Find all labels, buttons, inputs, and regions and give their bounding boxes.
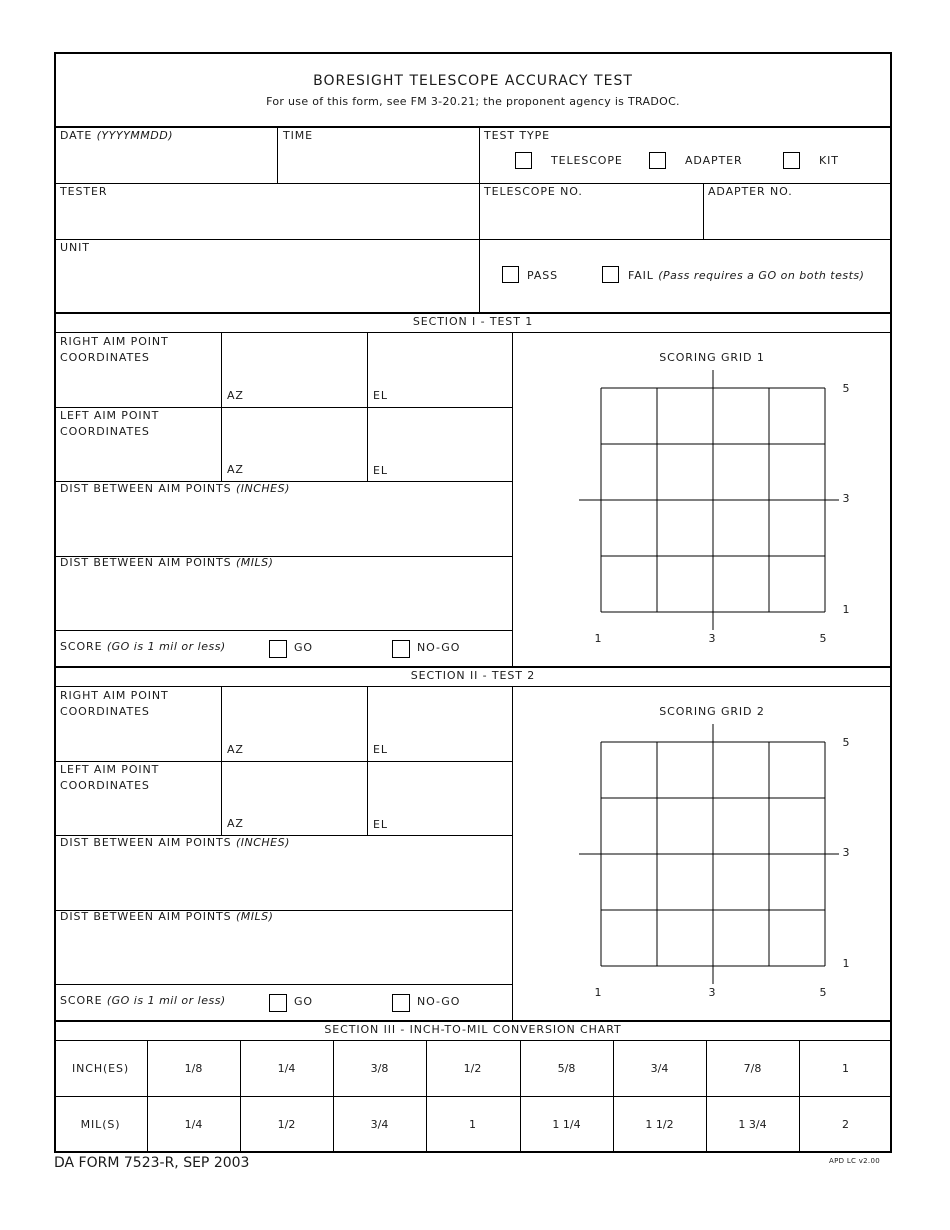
conversion-cell: 1/8	[184, 1062, 203, 1075]
field-label-text: DIST BETWEEN AIM POINTS	[60, 556, 232, 569]
conversion-cell: 1/2	[463, 1062, 482, 1075]
section-2-right-aim-el-field[interactable]	[369, 688, 511, 760]
divider	[54, 1020, 892, 1022]
section-2-dist-inches-field[interactable]	[56, 852, 511, 908]
form-subtitle: For use of this form, see FM 3-20.21; the proponent agency is TRADOC.	[266, 95, 680, 108]
divider	[54, 984, 512, 985]
divider	[54, 666, 892, 668]
section-1-right-aim-el-field[interactable]	[369, 334, 511, 406]
field-label-hint: (GO is 1 mil or less)	[106, 994, 226, 1007]
divider	[54, 126, 892, 128]
conversion-cell: 3/4	[650, 1062, 669, 1075]
section-2-nogo-checkbox[interactable]	[392, 994, 410, 1012]
section-1-go-label: GO	[294, 641, 313, 654]
section-1-left-aim-az-field[interactable]	[223, 409, 366, 480]
field-label-hint: (MILS)	[235, 556, 274, 569]
divider	[479, 127, 480, 313]
date-label: DATE (YYYYMMDD)	[60, 129, 174, 142]
section-2-left-aim-label: LEFT AIM POINT	[60, 763, 160, 776]
field-label-text: DIST BETWEEN AIM POINTS	[60, 836, 232, 849]
divider	[512, 686, 513, 1020]
telescope-checkbox[interactable]	[515, 152, 532, 169]
section-1-left-aim-label: LEFT AIM POINT	[60, 409, 160, 422]
section-1-nogo-label: NO-GO	[417, 641, 461, 654]
divider	[221, 332, 222, 481]
section-2-left-aim-az-field[interactable]	[223, 763, 366, 834]
section-2-go-label: GO	[294, 995, 313, 1008]
field-label-hint: (INCHES)	[235, 836, 290, 849]
adapter-no-label: ADAPTER NO.	[708, 185, 793, 198]
section-3-title: SECTION III - INCH-TO-MIL CONVERSION CHART	[324, 1023, 622, 1036]
divider	[367, 686, 368, 835]
section-1-scoring-grid[interactable]	[561, 358, 861, 628]
section-1-grid-y-tick: 5	[842, 382, 850, 395]
section-1-right-el-label: EL	[373, 389, 388, 402]
section-2-scoring-grid[interactable]	[561, 712, 861, 982]
section-2-grid-x-tick: 5	[819, 986, 827, 999]
conversion-row-label: INCH(ES)	[71, 1062, 130, 1075]
section-2-grid-y-tick: 1	[842, 957, 850, 970]
section-1-left-el-label: EL	[373, 464, 388, 477]
section-2-left-az-label: AZ	[227, 817, 244, 830]
telescope-no-label: TELESCOPE NO.	[484, 185, 583, 198]
unit-field[interactable]	[56, 257, 478, 311]
pass-label: PASS	[527, 269, 559, 282]
section-2-left-aim-el-field[interactable]	[369, 763, 511, 834]
divider	[613, 1041, 614, 1152]
section-1-right-aim-label-2: COORDINATES	[60, 351, 150, 364]
section-1-right-aim-az-field[interactable]	[223, 334, 366, 406]
divider	[147, 1041, 148, 1152]
conversion-cell: 1 1/4	[552, 1118, 581, 1131]
field-label-hint: (MILS)	[235, 910, 274, 923]
divider	[333, 1041, 334, 1152]
time-field[interactable]	[279, 145, 478, 182]
divider	[240, 1041, 241, 1152]
time-label: TIME	[283, 129, 314, 142]
section-2-dist-mils-label	[60, 909, 273, 925]
section-2-grid-y-tick: 5	[842, 736, 850, 749]
section-2-right-aim-label: RIGHT AIM POINT	[60, 689, 169, 702]
adapter-checkbox[interactable]	[649, 152, 666, 169]
field-label-text: DIST BETWEEN AIM POINTS	[60, 910, 232, 923]
section-1-grid-x-tick: 5	[819, 632, 827, 645]
tester-field[interactable]	[56, 201, 478, 238]
divider	[277, 127, 278, 183]
section-2-grid-title: SCORING GRID 2	[659, 705, 765, 718]
section-2-grid-x-tick: 1	[594, 986, 602, 999]
section-2-right-aim-az-field[interactable]	[223, 688, 366, 760]
form-title: BORESIGHT TELESCOPE ACCURACY TEST	[313, 73, 633, 89]
section-2-dist-inches-label	[60, 835, 290, 851]
divider	[54, 239, 892, 240]
field-label-text: DIST BETWEEN AIM POINTS	[60, 482, 232, 495]
conversion-cell: 1 3/4	[738, 1118, 767, 1131]
adapter-option-label: ADAPTER	[685, 154, 743, 167]
conversion-cell: 1/2	[277, 1118, 296, 1131]
section-1-dist-mils-label	[60, 555, 273, 571]
section-2-left-aim-label-2: COORDINATES	[60, 779, 150, 792]
form-number: DA FORM 7523-R, SEP 2003	[54, 1155, 250, 1171]
pass-checkbox[interactable]	[502, 266, 519, 283]
section-2-score-label	[60, 993, 226, 1009]
conversion-cell: 7/8	[743, 1062, 762, 1075]
section-2-right-aim-label-2: COORDINATES	[60, 705, 150, 718]
divider	[512, 332, 513, 666]
divider	[426, 1041, 427, 1152]
section-1-grid-y-tick: 3	[842, 492, 850, 505]
conversion-row-label: MIL(S)	[80, 1118, 121, 1131]
divider	[799, 1041, 800, 1152]
conversion-cell: 1	[469, 1118, 476, 1131]
conversion-cell: 2	[842, 1118, 849, 1131]
section-1-left-az-label: AZ	[227, 463, 244, 476]
telescope-no-field[interactable]	[481, 201, 702, 238]
section-2-go-checkbox[interactable]	[269, 994, 287, 1012]
section-1-grid-x-tick: 3	[708, 632, 716, 645]
divider	[367, 332, 368, 481]
section-1-right-az-label: AZ	[227, 389, 244, 402]
section-1-grid-x-tick: 1	[594, 632, 602, 645]
divider	[54, 1096, 892, 1097]
conversion-cell: 1/4	[277, 1062, 296, 1075]
fail-checkbox[interactable]	[602, 266, 619, 283]
section-2-dist-mils-field[interactable]	[56, 927, 511, 983]
section-1-dist-mils-field[interactable]	[56, 573, 511, 629]
section-1-title: SECTION I - TEST 1	[412, 315, 534, 328]
date-hint: (YYYYMMDD)	[96, 129, 174, 142]
divider	[54, 686, 892, 687]
adapter-no-field[interactable]	[705, 201, 890, 238]
section-1-dist-inches-label	[60, 481, 290, 497]
divider	[703, 183, 704, 239]
conversion-cell: 3/4	[370, 1118, 389, 1131]
conversion-cell: 1/4	[184, 1118, 203, 1131]
field-label-text: SCORE	[60, 640, 103, 653]
conversion-cell: 1	[842, 1062, 849, 1075]
field-label-hint: (GO is 1 mil or less)	[106, 640, 226, 653]
conversion-cell: 1 1/2	[645, 1118, 674, 1131]
divider	[54, 630, 512, 631]
date-field[interactable]	[56, 145, 276, 182]
divider	[54, 1040, 892, 1041]
form-version-code: APD LC v2.00	[829, 1157, 880, 1165]
section-1-score-label	[60, 639, 226, 655]
section-2-nogo-label: NO-GO	[417, 995, 461, 1008]
unit-label: UNIT	[60, 241, 90, 254]
field-label-text: SCORE	[60, 994, 103, 1007]
section-1-grid-y-tick: 1	[842, 603, 850, 616]
divider	[221, 686, 222, 835]
section-2-right-az-label: AZ	[227, 743, 244, 756]
section-1-left-aim-el-field[interactable]	[369, 409, 511, 480]
fail-label: FAIL (Pass requires a GO on both tests)	[628, 269, 865, 282]
conversion-cell: 3/8	[370, 1062, 389, 1075]
section-2-left-el-label: EL	[373, 818, 388, 831]
divider	[706, 1041, 707, 1152]
kit-checkbox[interactable]	[783, 152, 800, 169]
tester-label: TESTER	[60, 185, 108, 198]
section-1-nogo-checkbox[interactable]	[392, 640, 410, 658]
kit-option-label: KIT	[819, 154, 839, 167]
section-2-title: SECTION II - TEST 2	[410, 669, 536, 682]
fail-note: (Pass requires a GO on both tests)	[658, 269, 865, 282]
section-2-grid-x-tick: 3	[708, 986, 716, 999]
section-1-grid-title: SCORING GRID 1	[659, 351, 765, 364]
section-1-go-checkbox[interactable]	[269, 640, 287, 658]
section-2-grid-y-tick: 3	[842, 846, 850, 859]
section-1-dist-inches-field[interactable]	[56, 498, 511, 554]
divider	[54, 312, 892, 314]
section-1-right-aim-label: RIGHT AIM POINT	[60, 335, 169, 348]
test-type-label: TEST TYPE	[484, 129, 550, 142]
conversion-cell: 5/8	[557, 1062, 576, 1075]
telescope-option-label: TELESCOPE	[551, 154, 623, 167]
divider	[520, 1041, 521, 1152]
section-1-left-aim-label-2: COORDINATES	[60, 425, 150, 438]
section-2-right-el-label: EL	[373, 743, 388, 756]
field-label-hint: (INCHES)	[235, 482, 290, 495]
divider	[54, 332, 892, 333]
